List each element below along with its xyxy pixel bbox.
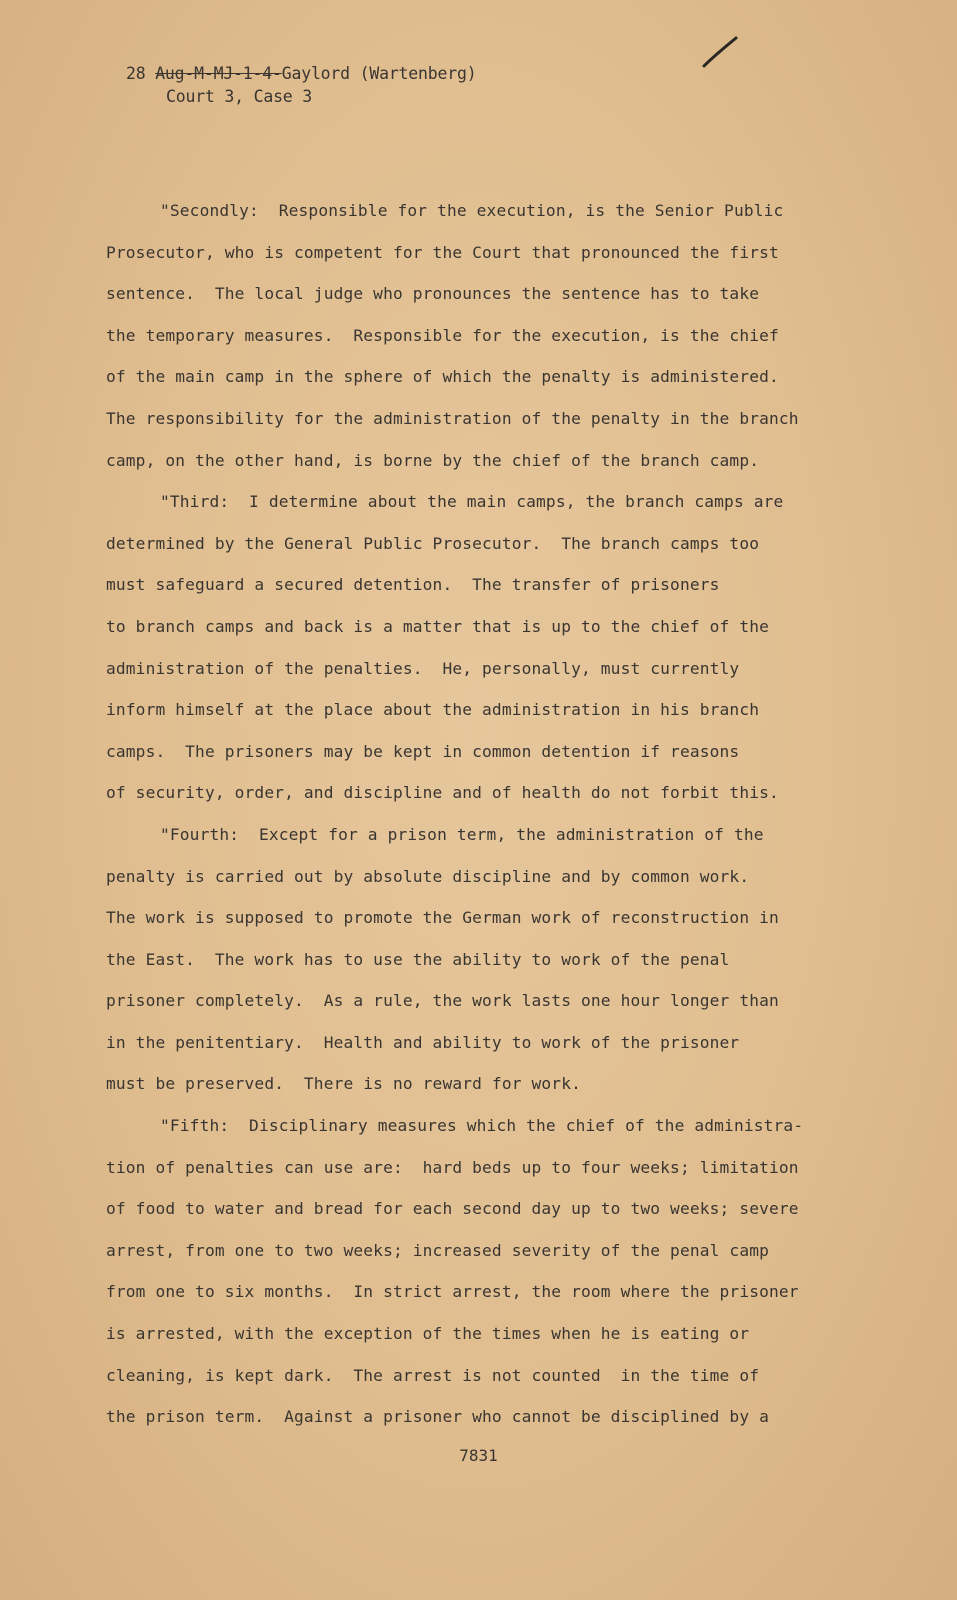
- header-defendant: Gaylord (Wartenberg): [281, 64, 477, 83]
- header-struck-code: Aug-M-MJ-1-4-: [155, 64, 282, 83]
- header-court-case: Court 3, Case 3: [166, 87, 313, 106]
- text-line: to branch camps and back is a matter that is up to the chief of the: [106, 616, 770, 636]
- text-line: determined by the General Public Prosecutor. The branch camps too: [106, 533, 760, 553]
- document-body: [106, 190, 851, 1438]
- text-line: camp, on the other hand, is borne by the chief of the branch camp.: [106, 450, 760, 470]
- text-line: the prison term. Against a prisoner who cannot be disciplined by a: [106, 1407, 770, 1427]
- text-line: prisoner completely. As a rule, the work lasts one hour longer than: [106, 991, 779, 1011]
- text-line: cleaning, is kept dark. The arrest is not counted in the time of: [106, 1365, 760, 1385]
- text-line: of security, order, and discipline and of health do not forbit this.: [106, 783, 779, 803]
- text-line: must be preserved. There is no reward for work.: [106, 1074, 581, 1094]
- text-line: Prosecutor, who is competent for the Court that pronounced the first: [106, 242, 779, 262]
- text-line: The work is supposed to promote the German work of reconstruction in: [106, 908, 779, 928]
- text-line: administration of the penalties. He, personally, must currently: [106, 658, 740, 678]
- text-line: the East. The work has to use the ability to work of the penal: [106, 949, 730, 969]
- text-line: "Secondly: Responsible for the execution, is the Senior Public: [160, 201, 784, 220]
- case-header: [126, 62, 476, 108]
- text-line: inform himself at the place about the administration in his branch: [106, 700, 760, 720]
- text-line: must safeguard a secured detention. The transfer of prisoners: [106, 575, 720, 595]
- pen-check-mark: [700, 36, 740, 70]
- text-line: camps. The prisoners may be kept in common detention if reasons: [106, 741, 740, 761]
- header-line-1: [126, 62, 476, 85]
- text-line: of the main camp in the sphere of which the penalty is administered.: [106, 367, 779, 387]
- text-line: the temporary measures. Responsible for the execution, is the chief: [106, 325, 779, 345]
- page-number: 7831: [459, 1446, 498, 1465]
- text-line: penalty is carried out by absolute discipline and by common work.: [106, 866, 750, 886]
- text-line: tion of penalties can use are: hard beds up to four weeks; limitation: [106, 1157, 799, 1177]
- text-line: "Fifth: Disciplinary measures which the chief of the administra-: [160, 1116, 804, 1136]
- text-line: of food to water and bread for each second day up to two weeks; severe: [106, 1199, 799, 1219]
- text-line: "Fourth: Except for a prison term, the administration of the: [160, 824, 764, 844]
- text-line: from one to six months. In strict arrest, the room where the prisoner: [106, 1282, 799, 1302]
- text-line: arrest, from one to two weeks; increased severity of the penal camp: [106, 1240, 770, 1260]
- text-line: in the penitentiary. Health and ability to work of the prisoner: [106, 1032, 740, 1052]
- text-line: is arrested, with the exception of the times when he is eating or: [106, 1324, 750, 1344]
- text-line: "Third: I determine about the main camps, the branch camps are: [160, 492, 784, 512]
- text-line: sentence. The local judge who pronounces the sentence has to take: [106, 284, 760, 304]
- header-date: 28: [126, 64, 156, 83]
- text-line: The responsibility for the administration of the penalty in the branch: [106, 408, 799, 428]
